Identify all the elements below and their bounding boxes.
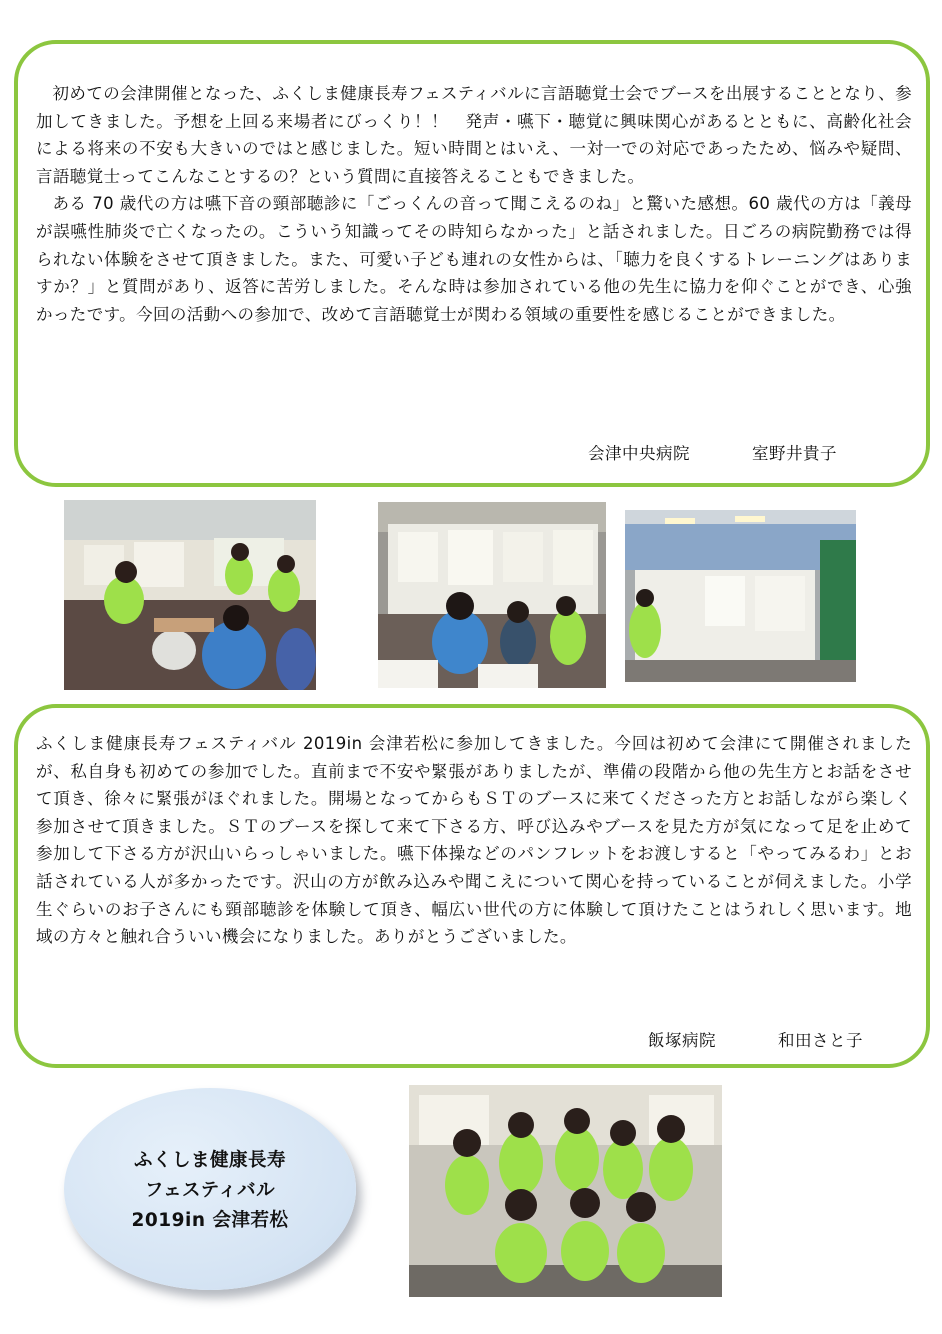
booth-display-photo (625, 510, 856, 682)
report-1-paragraph-1: 初めての会津開催となった、ふくしま健康長寿フェスティバルに言語聴覚士会でブースを出展することとなり、参加してきました。予想を上回る来場者にびっくり！！ 発声・嚥下・聴覚に興味関心があるとともに、高齢化社会による将来の不安も大きいのではと感じました。短い時間とはいえ、一対一での対応であったため、悩みや疑問、言語聴覚士ってこんなことするの？という質問に直接答えることもできました。 (36, 84, 912, 186)
booth-consultation-photo (64, 500, 316, 690)
booth-visitors-photo (378, 502, 606, 688)
report-2-signature (648, 1027, 863, 1051)
report-box-1 (14, 40, 930, 487)
report-box-2 (14, 704, 930, 1068)
event-title-line-2: フェスティバル (144, 1180, 276, 1201)
event-title (64, 1146, 356, 1236)
report-1-paragraph-2: ある 70 歳代の方は嚥下音の頸部聴診に「ごっくんの音って聞こえるのね」と驚いた感想。60 歳代の方は「義母が誤嚥性肺炎で亡くなったの。こういう知識ってその時知らなかった」と話されました。日ごろの病院勤務では得られない体験をさせて頂きました。また、可愛い子ども連れの女性からは、「聴力を良くするトレーニングはありますか？」と質問があり、返答に苦労しました。そんな時は参加されている他の先生に協力を仰ぐことができ、心強かったです。今回の活動への参加で、改めて言語聴覚士が関わる領域の重要性を感じることができました。 (36, 194, 912, 324)
event-title-line-1: ふくしま健康長寿 (133, 1150, 286, 1171)
report-1-signature (588, 440, 837, 464)
report-2-paragraph-1: ふくしま健康長寿フェスティバル 2019in 会津若松に参加してきました。今回は初めて会津にて開催されましたが、私自身も初めての参加でした。直前まで不安や緊張がありましたが、準備の段階から他の先生方とお話をさせて頂き、徐々に緊張がほぐれました。開場となってからもＳＴのブースに来てくださった方とお話しながら楽しく参加させて頂きました。ＳＴのブースを探して来て下さる方、呼び込みやブースを見た方が気になって足を止めて参加して下さる方が沢山いらっしゃいました。嚥下体操などのパンフレットをお渡しすると「やってみるわ」とお話されている人が多かったです。沢山の方が飲み込みや聞こえについて関心を持っていることが伺えました。小学生ぐらいのお子さんにも頸部聴診を体験して頂き、幅広い世代の方に体験して頂けたことはうれしく思います。地域の方々と触れ合ういい機会になりました。ありがとうございました。 (36, 734, 912, 947)
report-2-author: 和田さと子 (778, 1031, 863, 1050)
event-title-line-3: 2019in 会津若松 (131, 1210, 289, 1231)
report-1-text (36, 80, 912, 328)
report-2-text (36, 730, 912, 951)
report-1-author: 室野井貴子 (752, 444, 837, 463)
staff-group-photo (409, 1085, 722, 1297)
report-2-hospital: 飯塚病院 (648, 1031, 716, 1050)
report-1-hospital: 会津中央病院 (588, 444, 690, 463)
event-title-ellipse (64, 1088, 356, 1290)
